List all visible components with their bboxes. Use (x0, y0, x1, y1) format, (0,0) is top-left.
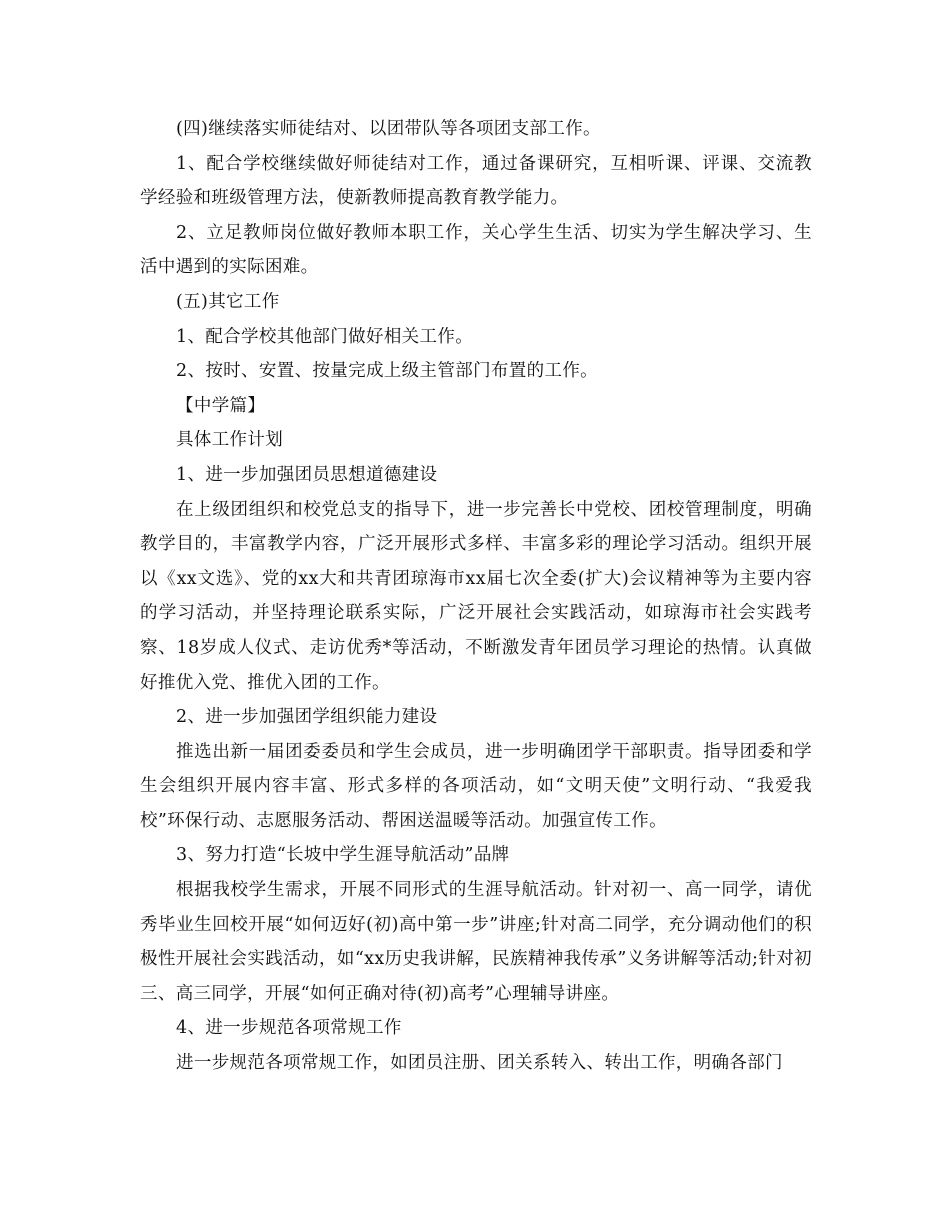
paragraph: 1、配合学校继续做好师徒结对工作，通过备课研究，互相听课、评课、交流教学经验和班级管理方法，使新教师提高教育教学能力。 (140, 153, 812, 209)
paragraph: 在上级团组织和校党总支的指导下，进一步完善长中党校、团校管理制度，明确教学目的，丰富教学内容，广泛开展形式多样、丰富多彩的理论学习活动。组织开展以《xx文选》、党的xx大和共青团琼海市xx届七次全委(扩大)会议精神等为主要内容的学习活动，并坚持理论联系实际，广泛开展社会实践活动，如琼海市社会实践考察、18岁成人仪式、走访优秀*等活动，不断激发青年团员学习理论的热情。认真做好推优入党、推优入团的工作。 (140, 499, 812, 693)
paragraph: 1、配合学校其他部门做好相关工作。 (176, 326, 474, 347)
paragraph: 2、按时、安置、按量完成上级主管部门布置的工作。 (176, 361, 599, 382)
item-heading: 2、进一步加强团学组织能力建设 (176, 707, 438, 728)
paragraph: 2、立足教师岗位做好教师本职工作，关心学生生活、切实为学生解决学习、生活中遇到的实际困难。 (140, 222, 812, 278)
paragraph-section-five-heading: (五)其它工作 (176, 291, 280, 312)
section-title-middle-school: 【中学篇】 (176, 395, 266, 416)
item-heading: 1、进一步加强团员思想道德建设 (176, 464, 438, 485)
item-heading: 4、进一步规范各项常规工作 (176, 1018, 402, 1039)
subheading-work-plan: 具体工作计划 (176, 430, 284, 451)
document-body (140, 112, 812, 1081)
item-heading: 3、努力打造“长坡中学生涯导航活动”品牌 (176, 845, 510, 866)
paragraph: 进一步规范各项常规工作，如团员注册、团关系转入、转出工作，明确各部门 (176, 1053, 783, 1074)
paragraph-section-four-heading: (四)继续落实师徒结对、以团带队等各项团支部工作。 (176, 119, 601, 139)
paragraph: 推选出新一届团委委员和学生会成员，进一步明确团学干部职责。指导团委和学生会组织开展内容丰富、形式多样的各项活动，如“文明天使”文明行动、“我爱我校”环保行动、志愿服务活动、帮困送温暖等活动。加强宣传工作。 (140, 741, 812, 831)
paragraph: 根据我校学生需求，开展不同形式的生涯导航活动。针对初一、高一同学，请优秀毕业生回校开展“如何迈好(初)高中第一步”讲座;针对高二同学，充分调动他们的积极性开展社会实践活动，如“xx历史我讲解，民族精神我传承”义务讲解等活动;针对初三、高三同学，开展“如何正确对待(初)高考”心理辅导讲座。 (140, 880, 812, 1004)
